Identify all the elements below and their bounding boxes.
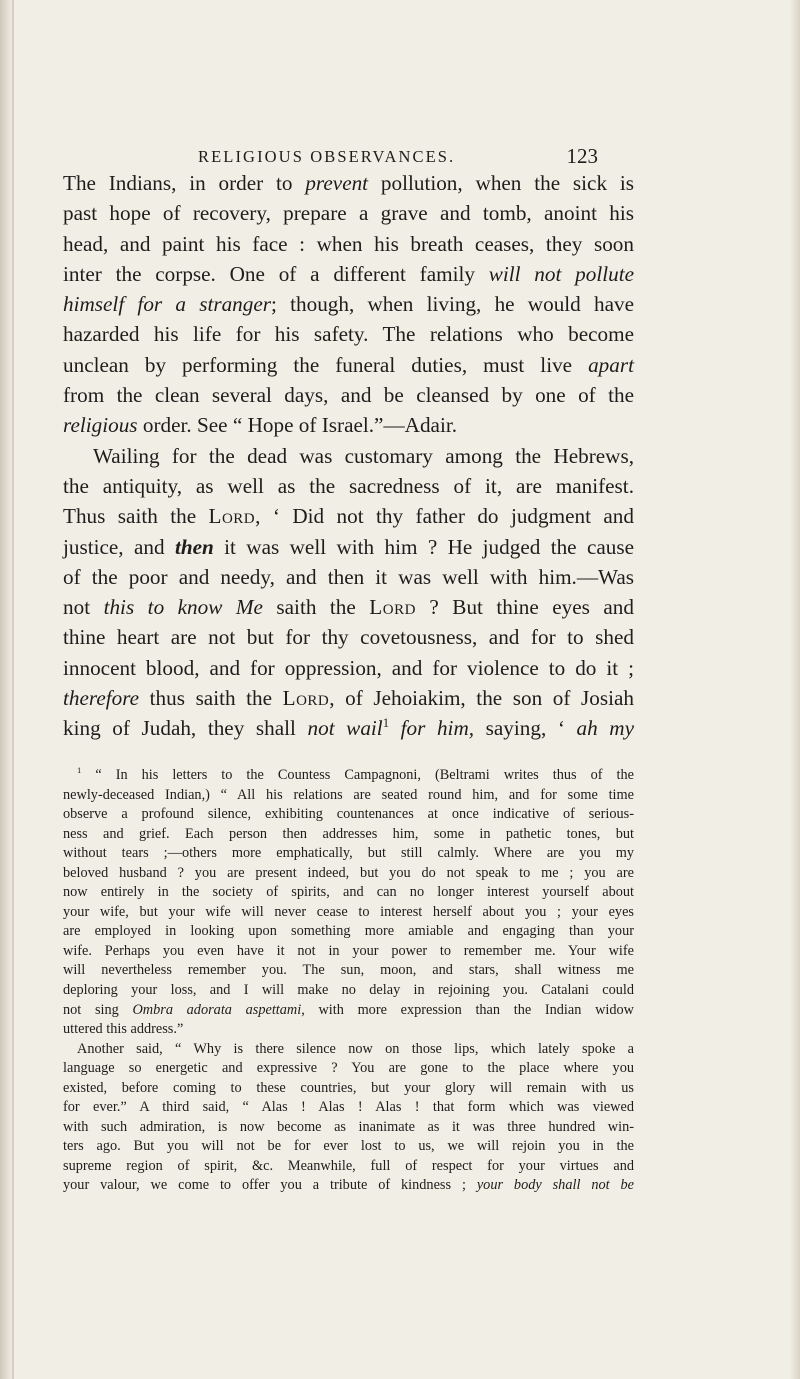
text-line: The Indians, in order to prevent pollution, when the sick is [63,171,634,195]
text-line: of the poor and needy, and then it was well with him.—Was [63,564,634,589]
footnote-line: Another said, “ Why is there silence now on those lips, which lately spoke a [77,1040,634,1057]
footnotes [63,766,634,1196]
text-line: thine heart are not but for thy covetousness, and for to shed [63,625,634,650]
footnote-marker: 1 [77,765,82,776]
paragraph [63,168,634,441]
text-line: head, and paint his face : when his breath ceases, they soon [63,231,634,256]
emphasis: therefore [63,686,140,711]
emphasis: himself for a stranger [63,292,272,317]
emphasis: religious [63,413,138,438]
text-line: the antiquity, as well as the sacredness of it, are manifest. [63,473,634,498]
footnote-line: deploring your loss, and I will make no delay in rejoining you. Catalani could [63,982,634,999]
footnote-line: ters ago. But you will not be for ever lost to us, we will rejoin you in the [63,1138,634,1155]
gutter-shadow [12,0,14,1379]
page-edge [790,0,800,1379]
footnote [63,766,634,1040]
footnote-line: beloved husband ? you are present indeed, but you do not speak to me ; you are [63,864,634,881]
small-caps: Lord [208,504,256,529]
footnote-line: will nevertheless remember you. The sun, moon, and stars, shall witness me [63,962,634,979]
text-line: past hope of recovery, prepare a grave and tomb, anoint his [63,201,634,226]
text-line: Thus saith the Lord, ‘ Did not thy father do judgment and [63,504,634,529]
footnote-paragraph [63,1040,634,1196]
text-line: therefore thus saith the Lord, of Jehoiakim, the son of Josiah [63,686,634,711]
emphasis: prevent [305,171,369,195]
text-line: not this to know Me saith the Lord ? But thine eyes and [63,595,634,620]
footnote-line: not sing Ombra adorata aspettami, with more expression than the Indian widow [63,1001,634,1018]
emphasis: your body shall not be [476,1177,634,1194]
footnote-line: language so energetic and expressive ? You are gone to the place where you [63,1060,634,1077]
footnote-line: newly-deceased Indian,) “ All his relations are seated round him, and for some time [63,786,634,803]
footnote-line: without tears ;—others more emphatically, but still calmly. Where are you my [63,845,634,862]
emphasis: for him, [389,716,475,741]
text-line: innocent blood, and for oppression, and for violence to do it ; [63,655,634,680]
text-line: religious order. See “ Hope of Israel.”—Adair. [63,413,458,438]
footnote-line: observe a profound silence, exhibiting countenances at once indicative of serious- [63,806,634,823]
text-line: himself for a stranger; though, when living, he would have [63,292,634,317]
emphasis: this to know Me [103,595,263,620]
emphasis: not wail [307,716,383,741]
text-line: justice, and then it was well with him ? He judged the cause [63,534,634,559]
text-line: inter the corpse. One of a different family will not pollute [63,261,634,286]
page-number: 123 [566,144,598,168]
running-title: RELIGIOUS OBSERVANCES. [198,147,456,166]
text-line: from the clean several days, and be cleansed by one of the [63,383,634,408]
footnote-line: $^1$ “ In his letters to the Countess Campagnoni, (Beltrami writes thus of the [77,765,634,783]
emphasis: apart [588,352,634,377]
small-caps: Lord [369,595,416,620]
footnote-line: are employed in looking upon something more amiable and engaging than your [63,923,634,940]
footnote-line: uttered this address.” [63,1021,184,1038]
footnote-line: for ever.” A third said, “ Alas ! Alas ! Alas ! that form which was viewed [63,1099,634,1116]
footnote-line: your wife, but your wife will never cease to interest herself about you ; your eyes [63,903,634,920]
emphasis: then [174,534,214,559]
text-line: king of Judah, they shall not wail$^1$ for him, saying, ‘ ah my [63,716,634,741]
footnote-line: existed, before coming to these countries, but your glory will remain with us [63,1079,634,1096]
footnote-line: with such admiration, is now become as inanimate as it was three hundred win- [63,1118,634,1135]
text-line: Wailing for the dead was customary among the Hebrews, [93,443,634,468]
footnote-reference: 1 [382,716,390,731]
small-caps: Lord [282,686,330,711]
footnote-line: supreme region of spirit, &c. Meanwhile, full of respect for your virtues and [63,1157,634,1174]
text-line: hazarded his life for his safety. The relations who become [63,322,634,347]
paragraph [63,441,634,744]
footnote-line: your valour, we come to offer you a tribute of kindness ; your body shall not be [63,1177,634,1194]
footnote-line: now entirely in the society of spirits, and can no longer interest yourself about [63,884,634,901]
footnote-line: ness and grief. Each person then addresses him, some in pathetic tones, but [63,825,634,842]
main-text [63,168,634,744]
emphasis: Ombra adorata aspettami [132,1001,302,1018]
text-line: unclean by performing the funeral duties, must live apart [63,352,634,377]
emphasis: will not pollute [488,261,634,286]
footnote-line: wife. Perhaps you even have it not in your power to remember me. Your wife [63,942,634,959]
emphasis: ah my [576,716,634,741]
